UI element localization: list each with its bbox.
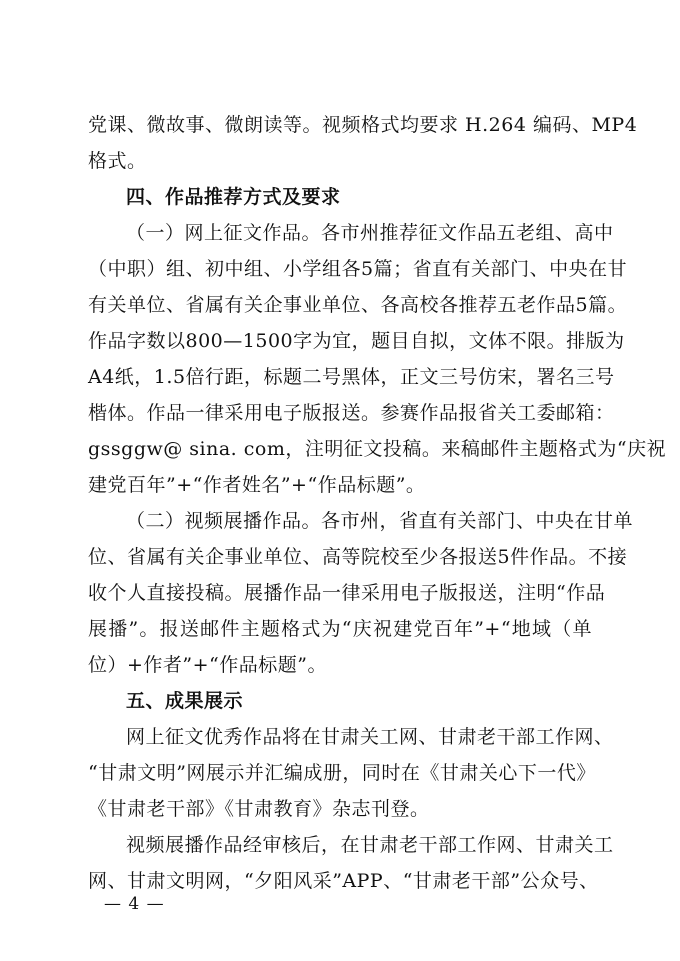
body-line: （一）网上征文作品。各市州推荐征文作品五老组、高中 bbox=[126, 222, 614, 244]
body-line: 楷体。作品一律采用电子版报送。参赛作品报省关工委邮箱： bbox=[88, 402, 615, 424]
subsection-lead: （二）视频展播作品。 bbox=[126, 510, 322, 532]
body-line: 作品字数以800—1500字为宜，题目自拟，文体不限。排版为 bbox=[88, 330, 625, 352]
body-line: 建党百年”+“作者姓名”+“作品标题”。 bbox=[88, 474, 426, 496]
body-line: 位、省属有关企事业单位、高等院校至少各报送5件作品。不接 bbox=[88, 546, 628, 568]
body-line: 《甘肃老干部》《甘肃教育》杂志刊登。 bbox=[88, 798, 430, 820]
body-line: 展播”。报送邮件主题格式为“庆祝建党百年”+“地域（单 bbox=[88, 618, 592, 640]
page-number: — 4 — bbox=[104, 894, 165, 914]
section-heading: 四、作品推荐方式及要求 bbox=[126, 186, 341, 208]
body-line: 视频展播作品经审核后，在甘肃老干部工作网、甘肃关工 bbox=[126, 834, 614, 856]
body-line: （中职）组、初中组、小学组各5篇；省直有关部门、中央在甘 bbox=[88, 258, 628, 280]
body-line: 格式。 bbox=[88, 150, 147, 172]
body-line: 网上征文优秀作品将在甘肃关工网、甘肃老干部工作网、 bbox=[126, 726, 614, 748]
body-line: A4纸，1.5倍行距，标题二号黑体，正文三号仿宋，署名三号 bbox=[88, 366, 615, 388]
body-line: 有关单位、省属有关企事业单位、各高校各推荐五老作品5篇。 bbox=[88, 294, 628, 316]
body-line: 党课、微故事、微朗读等。视频格式均要求 H.264 编码、MP4 bbox=[88, 114, 638, 136]
body-line: 网、甘肃文明网，“夕阳风采”APP、“甘肃老干部”公众号、 bbox=[88, 870, 599, 892]
body-line: 收个人直接投稿。展播作品一律采用电子版报送，注明“作品 bbox=[88, 582, 606, 604]
subsection-lead: （一）网上征文作品。 bbox=[126, 222, 322, 244]
body-line: （二）视频展播作品。各市州，省直有关部门、中央在甘单 bbox=[126, 510, 634, 532]
body-line: “甘肃文明”网展示并汇编成册，同时在《甘肃关心下一代》 bbox=[88, 762, 596, 784]
section-heading: 五、成果展示 bbox=[126, 690, 244, 712]
body-line: 位）+作者”+“作品标题”。 bbox=[88, 654, 327, 676]
body-line: gssggw@ sina. com，注明征文投稿。来稿邮件主题格式为“庆祝 bbox=[88, 438, 667, 460]
